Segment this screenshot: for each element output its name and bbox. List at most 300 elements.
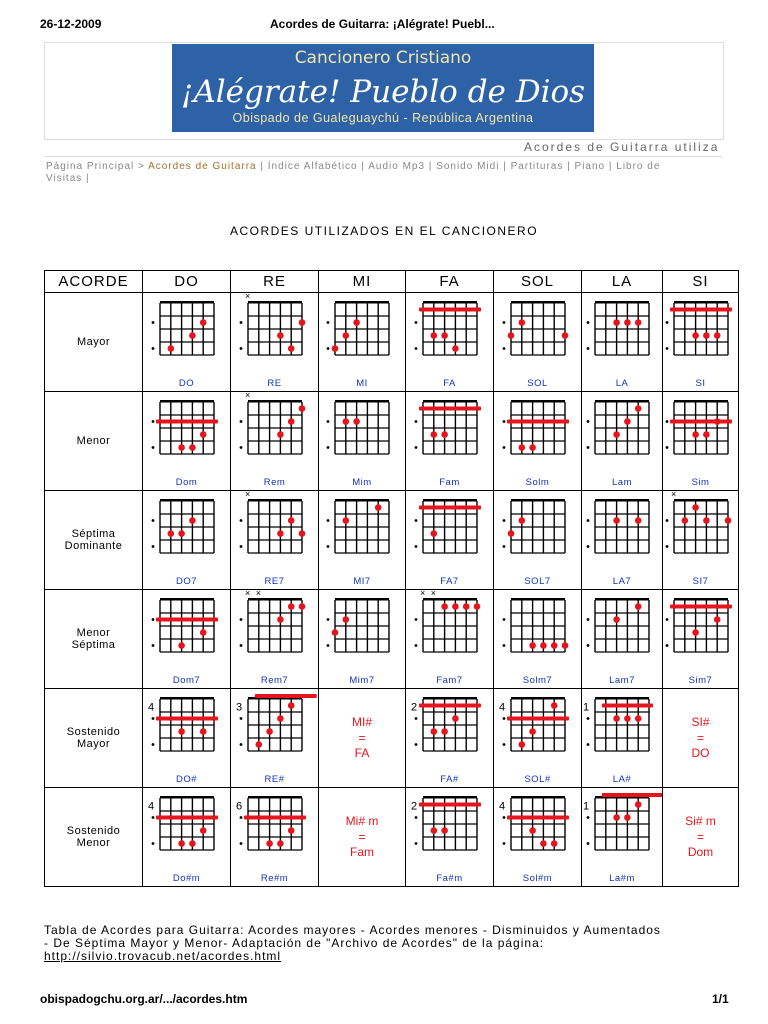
equiv-text: Si# m bbox=[685, 814, 716, 828]
finger-dot bbox=[692, 504, 699, 511]
chord-name: Rem bbox=[263, 477, 286, 488]
row-label-line: Mayor bbox=[76, 738, 111, 750]
chord-diagram bbox=[319, 590, 406, 689]
column-header: SOL bbox=[494, 271, 582, 293]
chord-diagram bbox=[143, 788, 231, 887]
finger-dot bbox=[624, 319, 631, 326]
chord-diagram bbox=[494, 689, 582, 788]
row-label-line: Séptima bbox=[71, 639, 116, 651]
barre-mark bbox=[419, 803, 481, 807]
equiv-text: = bbox=[696, 829, 704, 844]
chord-name: Fam7 bbox=[436, 675, 463, 686]
barre-mark bbox=[255, 694, 317, 698]
chord-diagram bbox=[494, 293, 582, 392]
finger-dot bbox=[441, 431, 448, 438]
row-label-line: Séptima bbox=[71, 528, 116, 540]
finger-dot bbox=[613, 319, 620, 326]
row-label bbox=[45, 689, 143, 788]
column-header: SI bbox=[663, 271, 739, 293]
finger-dot bbox=[178, 728, 185, 735]
chord-equivalence bbox=[663, 689, 739, 788]
chord-diagram bbox=[663, 491, 739, 590]
breadcrumb-links[interactable]: | Índice Alfabético | Audio Mp3 | Sonido Midi | Partituras | Piano | Libro de bbox=[256, 161, 661, 172]
column-header: RE bbox=[231, 271, 319, 293]
barre-mark bbox=[670, 420, 732, 424]
finger-dot bbox=[343, 418, 350, 425]
chord-diagram bbox=[663, 590, 739, 689]
chord-name: Solm bbox=[525, 477, 550, 488]
barre-mark bbox=[670, 308, 732, 312]
finger-dot bbox=[529, 728, 536, 735]
row-label-line: Menor bbox=[76, 837, 111, 849]
chord-diagram bbox=[319, 491, 406, 590]
chord-diagram bbox=[582, 392, 663, 491]
finger-dot bbox=[624, 715, 631, 722]
mute-marker: × bbox=[255, 590, 262, 598]
finger-dot bbox=[178, 840, 185, 847]
chord-diagram bbox=[406, 491, 494, 590]
chord-svg bbox=[494, 689, 581, 773]
base-fret-number: 2 bbox=[411, 800, 418, 813]
chord-name: La#m bbox=[609, 873, 635, 884]
base-fret-number: 4 bbox=[499, 800, 506, 813]
finger-dot bbox=[299, 530, 306, 537]
finger-dot bbox=[343, 616, 350, 623]
breadcrumb bbox=[46, 161, 726, 185]
chord-name: Lam bbox=[612, 477, 632, 488]
chord-diagram bbox=[582, 689, 663, 788]
chord-svg bbox=[582, 590, 662, 674]
finger-dot bbox=[189, 517, 196, 524]
finger-dot bbox=[431, 530, 438, 537]
print-page: 1/1 bbox=[712, 992, 729, 1006]
chord-svg bbox=[406, 491, 493, 575]
finger-dot bbox=[529, 444, 536, 451]
chord-svg bbox=[582, 293, 662, 377]
chord-name: Fa#m bbox=[436, 873, 463, 884]
chord-diagram bbox=[231, 689, 319, 788]
finger-dot bbox=[189, 840, 196, 847]
chord-svg bbox=[231, 293, 318, 377]
chord-svg bbox=[143, 590, 230, 674]
chord-name: DO# bbox=[175, 774, 198, 785]
chord-svg bbox=[406, 689, 493, 773]
barre-mark bbox=[156, 717, 218, 721]
footer-line1: Tabla de Acordes para Guitarra: Acordes mayores - Acordes menores - Disminuidos y Aumentados bbox=[44, 923, 661, 937]
footer-note bbox=[44, 924, 734, 963]
row-label-line: Dominante bbox=[64, 540, 123, 552]
chord-svg bbox=[494, 293, 581, 377]
finger-dot bbox=[551, 840, 558, 847]
chord-name: Sim bbox=[691, 477, 710, 488]
chord-diagram bbox=[582, 788, 663, 887]
chord-svg bbox=[231, 392, 318, 476]
finger-dot bbox=[613, 517, 620, 524]
chord-diagram bbox=[406, 590, 494, 689]
breadcrumb-home[interactable]: Página Principal > bbox=[46, 161, 145, 172]
finger-dot bbox=[178, 530, 185, 537]
finger-dot bbox=[635, 319, 642, 326]
site-subtitle: Acordes de Guitarra utiliza bbox=[524, 140, 720, 154]
chord-diagram bbox=[663, 293, 739, 392]
finger-dot bbox=[714, 616, 721, 623]
chord-svg bbox=[406, 788, 493, 872]
chord-name: FA7 bbox=[440, 576, 459, 587]
finger-dot bbox=[332, 629, 339, 636]
finger-dot bbox=[463, 603, 470, 610]
chord-table bbox=[44, 270, 739, 887]
finger-dot bbox=[343, 332, 350, 339]
chord-svg bbox=[319, 491, 405, 575]
barre-mark bbox=[156, 618, 218, 622]
chord-svg bbox=[582, 392, 662, 476]
finger-dot bbox=[441, 603, 448, 610]
equiv-text: Mi# m bbox=[345, 814, 379, 828]
finger-dot bbox=[692, 629, 699, 636]
chord-name: Mim bbox=[352, 477, 372, 488]
finger-dot bbox=[624, 418, 631, 425]
chord-diagram bbox=[406, 392, 494, 491]
mute-marker: × bbox=[671, 491, 677, 499]
print-title: Acordes de Guitarra: ¡Alégrate! Puebl... bbox=[270, 17, 495, 31]
finger-dot bbox=[277, 332, 284, 339]
equiv-text: FA bbox=[354, 746, 370, 760]
chord-name: Solm7 bbox=[522, 675, 553, 686]
finger-dot bbox=[200, 431, 207, 438]
finger-dot bbox=[624, 814, 631, 821]
chord-name: SOL# bbox=[524, 774, 551, 785]
finger-dot bbox=[474, 603, 481, 610]
chord-diagram bbox=[494, 788, 582, 887]
mute-marker: × bbox=[245, 293, 251, 301]
chord-svg bbox=[494, 590, 581, 674]
row-label-line: Sostenido bbox=[66, 825, 121, 837]
mute-marker: × bbox=[420, 590, 426, 598]
footer-line2: - De Séptima Mayor y Menor- Adaptación de "Archivo de Acordes" de la página: bbox=[44, 936, 545, 950]
finger-dot bbox=[168, 345, 175, 352]
finger-dot bbox=[343, 517, 350, 524]
chord-name: LA# bbox=[612, 774, 632, 785]
chord-svg bbox=[663, 392, 738, 476]
chord-name: Mim7 bbox=[349, 675, 375, 686]
chord-svg bbox=[231, 689, 318, 773]
chord-name: Dom bbox=[175, 477, 198, 488]
finger-dot bbox=[277, 616, 284, 623]
finger-dot bbox=[200, 319, 207, 326]
chord-name: LA7 bbox=[612, 576, 632, 587]
finger-dot bbox=[508, 332, 515, 339]
chord-svg bbox=[319, 590, 405, 674]
chord-svg bbox=[406, 392, 493, 476]
finger-dot bbox=[441, 332, 448, 339]
finger-dot bbox=[288, 702, 295, 709]
chord-name: FA# bbox=[440, 774, 459, 785]
finger-dot bbox=[277, 530, 284, 537]
chord-name: Sim7 bbox=[688, 675, 713, 686]
chord-name: Fam bbox=[439, 477, 460, 488]
finger-dot bbox=[714, 418, 721, 425]
finger-dot bbox=[288, 345, 295, 352]
column-header: FA bbox=[406, 271, 494, 293]
chord-diagram bbox=[231, 293, 319, 392]
equiv-text: = bbox=[358, 829, 366, 844]
finger-dot bbox=[189, 444, 196, 451]
page-title: ACORDES UTILIZADOS EN EL CANCIONERO bbox=[229, 224, 539, 238]
finger-dot bbox=[529, 642, 536, 649]
chord-name: Re#m bbox=[260, 873, 289, 884]
finger-dot bbox=[540, 642, 547, 649]
finger-dot bbox=[703, 431, 710, 438]
finger-dot bbox=[375, 504, 382, 511]
finger-dot bbox=[441, 827, 448, 834]
chord-svg bbox=[582, 689, 662, 773]
chord-svg bbox=[319, 293, 405, 377]
row-label bbox=[45, 293, 143, 392]
chord-name: DO7 bbox=[175, 576, 198, 587]
base-fret-number: 4 bbox=[499, 701, 506, 714]
column-header: MI bbox=[319, 271, 406, 293]
barre-mark bbox=[419, 506, 481, 510]
row-label bbox=[45, 788, 143, 887]
barre-mark bbox=[419, 407, 481, 411]
chord-svg bbox=[582, 788, 662, 872]
finger-dot bbox=[682, 517, 689, 524]
finger-dot bbox=[540, 840, 547, 847]
chord-name: RE# bbox=[264, 774, 285, 785]
barre-mark bbox=[156, 816, 218, 820]
finger-dot bbox=[635, 405, 642, 412]
equiv-text: Dom bbox=[687, 845, 714, 859]
chord-svg bbox=[143, 788, 230, 872]
chord-svg bbox=[143, 392, 230, 476]
chord-diagram bbox=[231, 590, 319, 689]
chord-svg bbox=[663, 491, 738, 575]
finger-dot bbox=[519, 517, 526, 524]
finger-dot bbox=[703, 332, 710, 339]
column-header: DO bbox=[143, 271, 231, 293]
equiv-text: DO bbox=[691, 746, 710, 760]
finger-dot bbox=[551, 642, 558, 649]
finger-dot bbox=[168, 530, 175, 537]
chord-name: DO bbox=[178, 378, 195, 389]
print-url: obispadogchu.org.ar/.../acordes.htm bbox=[40, 992, 248, 1006]
chord-diagram bbox=[582, 491, 663, 590]
finger-dot bbox=[703, 517, 710, 524]
finger-dot bbox=[288, 517, 295, 524]
row-label-line: Sostenido bbox=[66, 726, 121, 738]
chord-svg bbox=[231, 491, 318, 575]
row-label bbox=[45, 491, 143, 590]
chord-diagram bbox=[231, 491, 319, 590]
header-divider bbox=[44, 156, 722, 157]
row-label-line: Menor bbox=[76, 627, 111, 639]
barre-mark bbox=[419, 704, 481, 708]
row-label bbox=[45, 392, 143, 491]
chord-diagram bbox=[494, 590, 582, 689]
finger-dot bbox=[353, 319, 360, 326]
finger-dot bbox=[452, 345, 459, 352]
finger-dot bbox=[562, 642, 569, 649]
chord-name: MI bbox=[356, 378, 368, 389]
barre-mark bbox=[602, 793, 662, 797]
equiv-text: = bbox=[358, 730, 366, 745]
chord-name: RE7 bbox=[264, 576, 285, 587]
base-fret-number: 6 bbox=[236, 800, 243, 813]
finger-dot bbox=[452, 715, 459, 722]
base-fret-number: 2 bbox=[411, 701, 418, 714]
finger-dot bbox=[692, 431, 699, 438]
finger-dot bbox=[562, 332, 569, 339]
chord-diagram bbox=[143, 491, 231, 590]
barre-mark bbox=[602, 704, 653, 708]
banner-subtitle: Obispado de Gualeguaychú - República Argentina bbox=[232, 111, 534, 125]
chord-diagram bbox=[663, 392, 739, 491]
banner-line1: Cancionero Cristiano bbox=[294, 48, 472, 68]
chord-name: Dom7 bbox=[172, 675, 201, 686]
chord-equivalence bbox=[663, 788, 739, 887]
finger-dot bbox=[613, 431, 620, 438]
chord-name: SI bbox=[695, 378, 706, 389]
finger-dot bbox=[613, 814, 620, 821]
chord-diagram bbox=[582, 293, 663, 392]
finger-dot bbox=[277, 840, 284, 847]
chord-name: Do#m bbox=[172, 873, 201, 884]
breadcrumb-current[interactable]: Acordes de Guitarra bbox=[148, 161, 257, 172]
finger-dot bbox=[441, 728, 448, 735]
finger-dot bbox=[178, 444, 185, 451]
barre-mark bbox=[507, 717, 569, 721]
finger-dot bbox=[288, 603, 295, 610]
chord-diagram bbox=[406, 788, 494, 887]
mute-marker: × bbox=[430, 590, 437, 598]
finger-dot bbox=[431, 332, 438, 339]
mute-marker: × bbox=[245, 491, 251, 499]
chord-diagram bbox=[319, 293, 406, 392]
finger-dot bbox=[519, 444, 526, 451]
chord-svg bbox=[663, 293, 738, 377]
finger-dot bbox=[299, 603, 306, 610]
row-label bbox=[45, 590, 143, 689]
finger-dot bbox=[189, 332, 196, 339]
chord-svg bbox=[143, 689, 230, 773]
chord-diagram bbox=[406, 689, 494, 788]
finger-dot bbox=[431, 827, 438, 834]
chord-svg bbox=[231, 590, 318, 674]
chord-name: RE bbox=[267, 378, 282, 389]
chord-svg bbox=[406, 590, 493, 674]
finger-dot bbox=[613, 616, 620, 623]
finger-dot bbox=[288, 827, 295, 834]
finger-dot bbox=[635, 801, 642, 808]
finger-dot bbox=[256, 741, 263, 748]
chord-diagram bbox=[231, 788, 319, 887]
chord-name: Lam7 bbox=[609, 675, 635, 686]
banner-title: ¡Alégrate! Pueblo de Dios bbox=[180, 74, 586, 110]
chord-name: Sol#m bbox=[522, 873, 553, 884]
chord-diagram bbox=[231, 392, 319, 491]
base-fret-number: 4 bbox=[148, 800, 155, 813]
chord-name: SOL bbox=[527, 378, 548, 389]
chord-svg bbox=[143, 293, 230, 377]
finger-dot bbox=[635, 715, 642, 722]
chord-diagram bbox=[319, 392, 406, 491]
equiv-text: Fam bbox=[350, 845, 374, 859]
finger-dot bbox=[277, 715, 284, 722]
chord-diagram bbox=[143, 293, 231, 392]
source-link[interactable]: http://silvio.trovacub.net/acordes.html bbox=[44, 949, 282, 963]
finger-dot bbox=[431, 431, 438, 438]
chord-svg bbox=[582, 491, 662, 575]
mute-marker: × bbox=[245, 590, 251, 598]
chord-svg bbox=[143, 491, 230, 575]
finger-dot bbox=[178, 642, 185, 649]
base-fret-number: 1 bbox=[583, 701, 590, 714]
barre-mark bbox=[419, 308, 481, 312]
finger-dot bbox=[299, 319, 306, 326]
chord-svg bbox=[231, 788, 318, 872]
equiv-text: SI# bbox=[691, 715, 710, 729]
chord-name: FA bbox=[443, 378, 456, 389]
row-label-line: Menor bbox=[76, 435, 111, 447]
base-fret-number: 1 bbox=[583, 800, 590, 813]
finger-dot bbox=[551, 702, 558, 709]
finger-dot bbox=[200, 629, 207, 636]
chord-diagram bbox=[494, 491, 582, 590]
chord-name: Rem7 bbox=[260, 675, 289, 686]
header-acorde: ACORDE bbox=[45, 271, 143, 293]
finger-dot bbox=[692, 332, 699, 339]
finger-dot bbox=[519, 319, 526, 326]
chord-svg bbox=[319, 392, 405, 476]
finger-dot bbox=[508, 530, 515, 537]
barre-mark bbox=[507, 420, 569, 424]
finger-dot bbox=[200, 827, 207, 834]
finger-dot bbox=[332, 345, 339, 352]
barre-mark bbox=[156, 420, 218, 424]
finger-dot bbox=[529, 827, 536, 834]
finger-dot bbox=[266, 728, 273, 735]
print-date: 26-12-2009 bbox=[40, 17, 102, 31]
mute-marker: × bbox=[245, 392, 251, 400]
chord-name: SI7 bbox=[692, 576, 709, 587]
equiv-text: = bbox=[696, 730, 704, 745]
chord-svg bbox=[494, 788, 581, 872]
chord-svg bbox=[663, 590, 738, 674]
finger-dot bbox=[519, 741, 526, 748]
chord-name: LA bbox=[615, 378, 629, 389]
barre-mark bbox=[244, 816, 306, 820]
site-banner[interactable] bbox=[172, 44, 594, 132]
finger-dot bbox=[277, 431, 284, 438]
row-label-line: Mayor bbox=[76, 336, 111, 348]
chord-diagram bbox=[143, 392, 231, 491]
chord-svg bbox=[406, 293, 493, 377]
chord-svg bbox=[494, 491, 581, 575]
finger-dot bbox=[288, 418, 295, 425]
finger-dot bbox=[200, 728, 207, 735]
barre-mark bbox=[670, 605, 732, 609]
breadcrumb-links-cont[interactable]: Visitas | bbox=[46, 173, 90, 184]
finger-dot bbox=[299, 405, 306, 412]
barre-mark bbox=[507, 816, 569, 820]
chord-svg bbox=[494, 392, 581, 476]
chord-diagram bbox=[143, 590, 231, 689]
finger-dot bbox=[353, 418, 360, 425]
chord-name: SOL7 bbox=[524, 576, 551, 587]
finger-dot bbox=[452, 603, 459, 610]
chord-diagram bbox=[582, 590, 663, 689]
chord-diagram bbox=[143, 689, 231, 788]
